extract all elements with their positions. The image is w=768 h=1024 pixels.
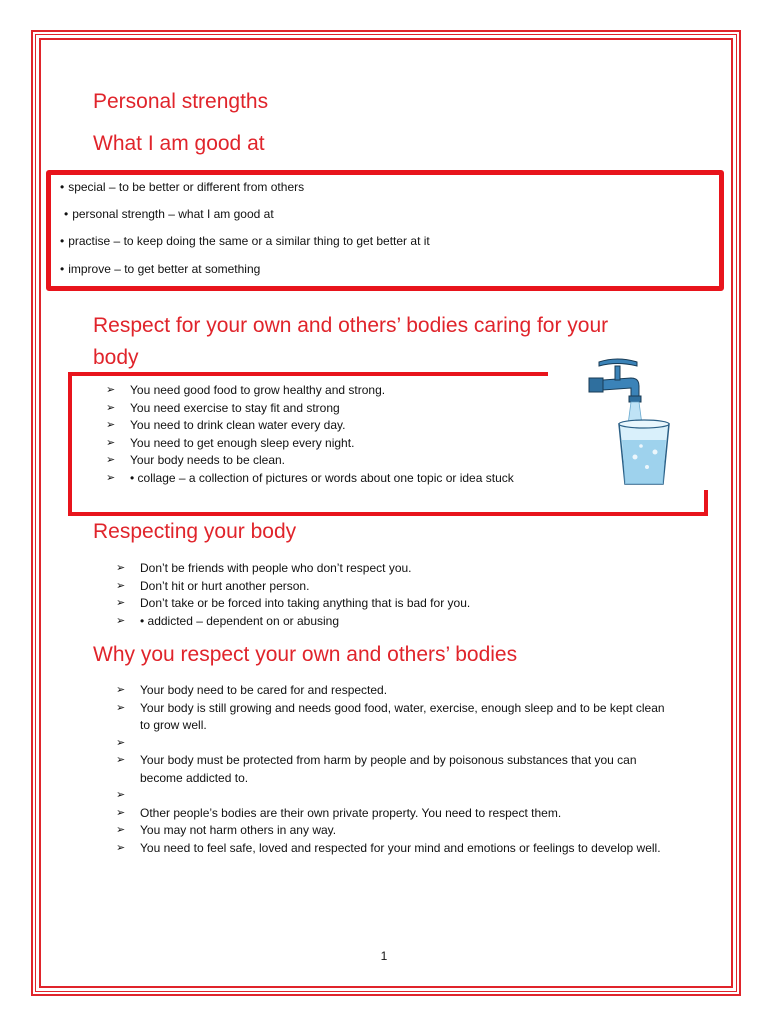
arrow-bullet-icon: ➢	[106, 401, 116, 414]
list-item: ➢ • collage – a collection of pictures or words about one topic or idea stuck	[106, 470, 572, 488]
respecting-list	[116, 560, 676, 630]
list-item: ➢ You need to feel safe, loved and respected for your mind and emotions or feelings to develop well.	[116, 840, 666, 858]
heading-why-respect: Why you respect your own and others’ bodies	[93, 643, 518, 666]
arrow-bullet-icon: ➢	[116, 614, 126, 627]
definition-text: improve – to get better at something	[68, 262, 261, 276]
arrow-bullet-icon: ➢	[116, 754, 126, 766]
list-item	[116, 735, 666, 753]
caring-list	[106, 382, 556, 487]
arrow-bullet-icon: ➢	[106, 419, 116, 431]
heading-respecting-body: Respecting your body	[93, 520, 297, 543]
why-list	[116, 682, 666, 857]
arrow-bullet-icon: ➢	[116, 824, 126, 836]
list-item: ➢ Other people’s bodies are their own private property. You need to respect them.	[116, 805, 666, 823]
list-item: ➢ Don’t take or be forced into taking anything that is bad for you.	[116, 595, 676, 613]
arrow-bullet-icon: ➢	[106, 471, 116, 484]
arrow-bullet-icon: ➢	[116, 597, 126, 609]
caring-box-top	[68, 372, 548, 376]
arrow-bullet-icon: ➢	[116, 579, 126, 592]
arrow-bullet-icon: ➢	[116, 736, 126, 749]
list-item: ➢ You need exercise to stay fit and strong	[106, 400, 556, 418]
caring-box-right	[704, 490, 708, 516]
bullet: •	[60, 180, 65, 194]
list-item: ➢ Your body must be protected from harm by people and by poisonous substances that you can become addicted to.	[116, 753, 637, 785]
bullet: •	[64, 207, 69, 221]
list-item: ➢ • addicted – dependent on or abusing	[116, 613, 676, 631]
definition-item	[60, 262, 260, 276]
heading-personal-strengths: Personal strengths	[93, 90, 269, 113]
list-item	[116, 787, 666, 805]
list-item: ➢ You need good food to grow healthy and strong.	[106, 382, 556, 400]
list-item: ➢ You need to drink clean water every day.	[106, 417, 556, 435]
arrow-bullet-icon: ➢	[116, 701, 126, 714]
caring-box-left	[68, 372, 72, 516]
arrow-bullet-icon: ➢	[106, 384, 116, 396]
definition-text: practise – to keep doing the same or a similar thing to get better at it	[68, 234, 430, 248]
arrow-bullet-icon: ➢	[106, 454, 116, 466]
list-item: ➢ Your body need to be cared for and respected.	[116, 682, 666, 700]
definition-item	[60, 234, 430, 248]
caring-box-bottom	[68, 512, 708, 516]
page-number: 1	[380, 949, 388, 963]
definition-item	[60, 180, 304, 194]
arrow-bullet-icon: ➢	[116, 562, 126, 574]
bullet: •	[60, 262, 65, 276]
heading-good-at: What I am good at	[93, 132, 265, 155]
list-item: ➢ Your body is still growing and needs good food, water, exercise, enough sleep and to be kept clean to grow well.	[116, 700, 665, 732]
arrow-bullet-icon: ➢	[116, 841, 126, 854]
list-item: ➢ Don’t be friends with people who don’t respect you.	[116, 560, 676, 578]
heading-respect-bodies: Respect for your own and others’ bodies caring for your body	[93, 314, 609, 369]
list-item: ➢ You need to get enough sleep every night.	[106, 435, 556, 453]
definition-item	[64, 207, 274, 221]
bullet: •	[60, 234, 65, 248]
arrow-bullet-icon: ➢	[106, 436, 116, 449]
arrow-bullet-icon: ➢	[116, 806, 126, 819]
definition-text: personal strength – what I am good at	[72, 207, 274, 221]
list-item: ➢ Your body needs to be clean.	[106, 452, 556, 470]
list-item: ➢ Don’t hit or hurt another person.	[116, 578, 676, 596]
water-tap-with-glass-icon	[585, 352, 685, 492]
list-item: ➢ You may not harm others in any way.	[116, 822, 666, 840]
arrow-bullet-icon: ➢	[116, 684, 126, 696]
arrow-bullet-icon: ➢	[116, 789, 126, 801]
definition-text: special – to be better or different from others	[68, 180, 305, 194]
